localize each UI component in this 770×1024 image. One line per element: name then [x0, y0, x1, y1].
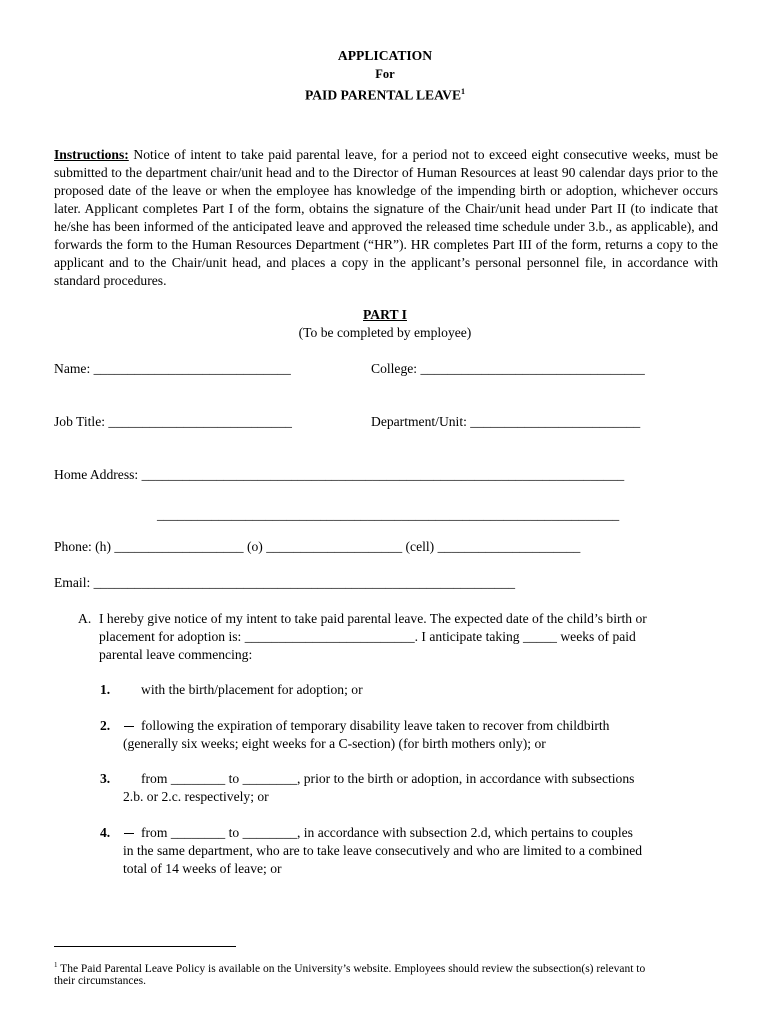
job-title-field[interactable]: Job Title: ___________________________	[54, 414, 292, 429]
footnote-ref: 1	[461, 87, 466, 96]
part1-title: PART I	[363, 307, 407, 322]
option-4-number: 4.	[100, 825, 111, 840]
option-2-text-line-2: (generally six weeks; eight weeks for a C-section) (for birth mothers only); or	[123, 736, 546, 751]
section-a-marker: A.	[78, 611, 92, 626]
section-a-line-2[interactable]: placement for adoption is: _________________________. I anticipate taking _____ weeks of paid	[99, 629, 636, 644]
phone-field[interactable]: Phone: (h) ___________________ (o) ____________________ (cell) _____________________	[54, 539, 581, 554]
option-3-text-line-2: 2.b. or 2.c. respectively; or	[123, 789, 269, 804]
option-2-text-line-1: following the expiration of temporary disability leave taken to recover from childbirth	[141, 718, 610, 733]
form-title-for: For	[375, 67, 395, 81]
section-a-line-3: parental leave commencing:	[99, 647, 253, 662]
option-4-text-line-2: in the same department, who are to take leave consecutively and who are limited to a combined	[123, 843, 643, 858]
option-4-checkbox-blank[interactable]	[124, 833, 134, 834]
option-3-text-line-1[interactable]: from ________ to ________, prior to the birth or adoption, in accordance with subsections	[141, 771, 635, 786]
department-field[interactable]: Department/Unit: _________________________	[371, 414, 641, 429]
instructions-paragraph	[54, 146, 718, 290]
option-1-text: with the birth/placement for adoption; or	[141, 682, 363, 697]
option-4-text-line-3: total of 14 weeks of leave; or	[123, 861, 282, 876]
instructions-text: Notice of intent to take paid parental leave, for a period not to exceed eight consecutive weeks, must be submitted to the department chair/unit head and to the Director of Human Resources at least 90 calendar days prior to the proposed date of the leave or when the employee has knowledge of the impending birth or adoption, whichever occurs later. Applicant completes Part I of the form, obtains the signature of the Chair/unit head under Part II (to indicate that he/she has been informed of the anticipated leave and approved the released time schedule under 3.b., as applicable), and forwards the form to the Human Resources Department (“HR”). HR completes Part III of the form, returns a copy to the applicant and to the Chair/unit head, and places a copy in the applicant’s personal personnel file, in accordance with standard procedures.	[54, 147, 718, 288]
option-1-number: 1.	[100, 682, 111, 697]
email-field[interactable]: Email: ______________________________________________________________	[54, 575, 516, 590]
form-title: APPLICATION	[337, 48, 433, 63]
option-2-checkbox-blank[interactable]	[124, 726, 134, 727]
footnote-divider	[54, 946, 236, 947]
section-a-line-1: I hereby give notice of my intent to take paid parental leave. The expected date of the child’s birth or	[99, 611, 647, 626]
home-address-line-2[interactable]: ____________________________________________________________________	[157, 507, 620, 522]
option-4-text-line-1[interactable]: from ________ to ________, in accordance with subsection 2.d, which pertains to couples	[141, 825, 633, 840]
part1-subtitle: (To be completed by employee)	[298, 325, 472, 340]
instructions-label: Instructions:	[54, 147, 129, 162]
form-subtitle-text: PAID PARENTAL LEAVE	[304, 87, 462, 103]
form-subtitle	[0, 83, 770, 105]
home-address-field[interactable]: Home Address: _______________________________________________________________________	[54, 467, 625, 482]
footnote-line-2: their circumstances.	[54, 975, 146, 987]
option-2-number: 2.	[100, 718, 111, 733]
option-3-number: 3.	[100, 771, 111, 786]
footnote-marker: 1	[54, 961, 58, 969]
name-field[interactable]: Name: _____________________________	[54, 361, 291, 376]
footnote-text-1: The Paid Parental Leave Policy is available on the University’s website. Employees should review the subsection(s) relevant to	[57, 962, 646, 975]
college-field[interactable]: College: _________________________________	[371, 361, 645, 376]
